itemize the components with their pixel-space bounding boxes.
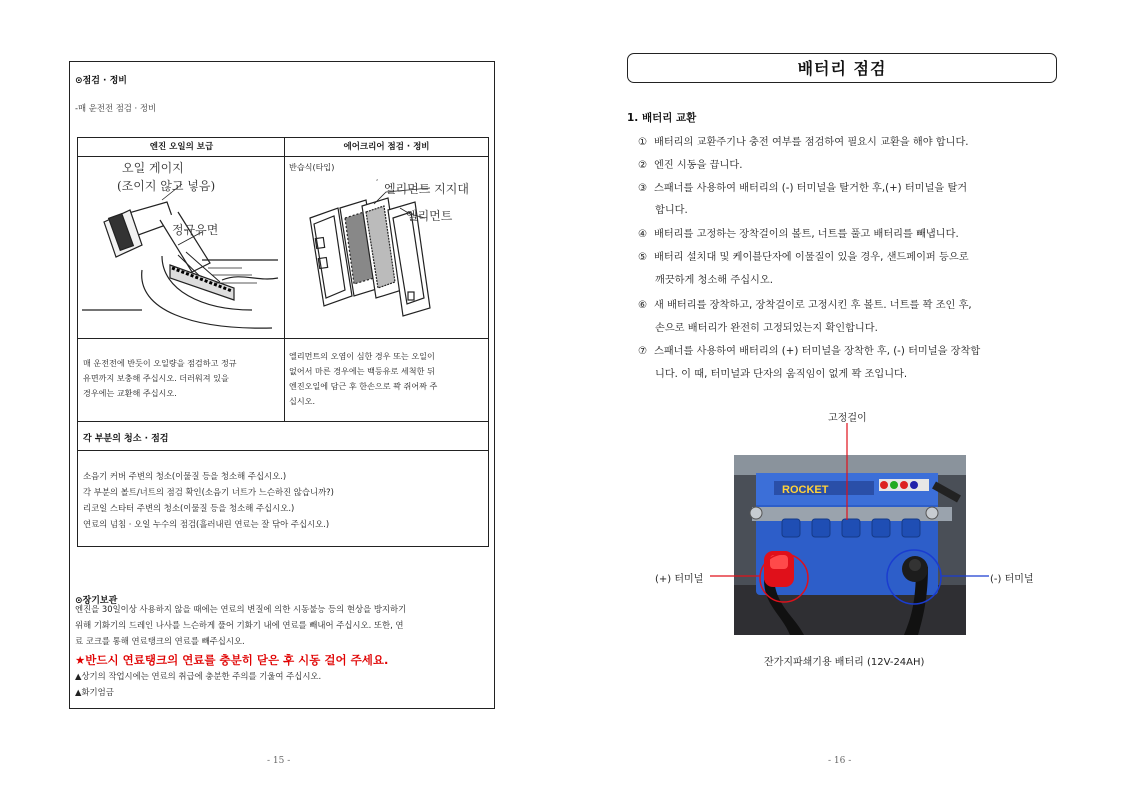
step-6: ⑥ 새 배터리를 장착하고, 장착걸이로 고정시킨 후 볼트. 너트를 꽉 조인 후, [638,300,972,311]
step-1: ① 배터리의 교환주기나 충전 여부를 점검하여 필요시 교환을 해야 합니다. [638,137,969,148]
cleaning-box [77,421,489,547]
list-item: 소음기 커버 주변의 청소(이물질 등을 청소해 주십시오.) [83,471,287,481]
step-6-cont: 손으로 배터리가 완전히 고정되었는지 확인합니다. [655,323,878,334]
list-item: 각 부분의 볼트/너트의 점검 확인(소음기 너트가 느슨하진 않습니까?) [83,487,334,497]
table-row-divider [78,338,488,339]
photo-caption: 잔가지파쇄기용 배터리 (12V-24AH) [764,657,925,668]
list-item: 연료의 넘침 · 오일 누수의 점검(흘러내린 연료는 잘 닦아 주십시오.) [83,519,330,529]
oil-label-no-tighten: (조이지 않고 넣음) [117,179,216,193]
list-item: 리코일 스타터 주변의 청소(이물질 등을 청소해 주십시오.) [83,503,295,513]
air-cleaner-note: 엘리먼트의 오염이 심한 경우 또는 오일이 없어서 마른 경우에는 백등유로 세척한 뒤 엔진오일에 담근 후 한손으로 꽉 쥐어짜 주 십시오. [289,351,438,406]
air-cleaner-column-header: 에어크리어 점검 · 정비 [285,138,488,157]
step-5-cont: 깨끗하게 청소해 주십시오. [655,275,773,286]
caution-notes: ▲상기의 작업시에는 연료의 취급에 충분한 주의를 기울여 주십시오. ▲화기엄금 [75,671,322,697]
step-7-cont: 니다. 이 때, 터미널과 단자의 움직임이 없게 꽉 조입니다. [655,369,908,380]
step-3-cont: 합니다. [655,205,688,216]
before-operation-text: -매 운전전 점검 · 정비 [75,103,157,113]
air-cleaner-diagram [290,178,486,336]
oil-note: 매 운전전에 반듯이 오일량을 점검하고 정규 유면까지 보충해 주십시오. 더러워져 있을 경우에는 교환해 주십시오. [83,358,237,398]
cleaning-title: 각 부분의 청소 · 점검 [83,434,169,444]
section-heading: 1. 배터리 교환 [627,112,697,124]
oil-column-header: 엔진 오일의 보급 [78,138,285,157]
oil-label-level: 정규유면 [172,223,219,237]
cleaning-list [83,468,334,532]
step-7: ⑦ 스패너를 사용하여 배터리의 (+) 터미널을 장착한 후, (-) 터미널을 장착합 [638,346,981,357]
maintenance-table [77,137,489,422]
step-3: ③ 스패너를 사용하여 배터리의 (-) 터미널을 탈거한 후,(+) 터미널을 탈거 [638,183,968,194]
minus-terminal-label: (-) 터미널 [990,574,1034,585]
page-number-right: - 16 - [828,756,852,766]
svg-text:,: , [376,178,379,182]
page-title: 배터리 점검 [627,53,1057,83]
fuel-warning: ★반드시 연료탱크의 연료를 충분히 닫은 후 시동 걸어 주세요. [75,653,389,667]
section-inspection-title: ⊙점검 · 정비 [75,76,128,86]
plus-terminal-label: (+) 터미널 [655,574,704,585]
plus-terminal-circle [760,554,808,602]
step-2: ② 엔진 시동을 끕니다. [638,160,743,171]
storage-text: 엔진을 30일이상 사용하지 않을 때에는 연료의 변질에 의한 시동불능 등의 현상을 방지하기 위해 기화기의 드레인 나사를 느슨하게 풀어 기화기 내에 연료를 빼내어 주십시오. 또한, 연 료 코크를 통해 연료탱크의 연료를 빼주십시오. [75,604,407,646]
battery-brand: ROCKET [782,484,829,496]
oil-gauge-diagram [82,160,280,335]
table-divider [284,138,285,421]
step-4: ④ 배터리를 고정하는 장착걸이의 볼트, 너트를 풀고 배터리를 빼냅니다. [638,229,959,240]
step-5: ⑤ 배터리 설치대 및 케이블단자에 이물질이 있을 경우, 샌드페이퍼 등으로 [638,252,969,263]
air-cleaner-type: 반습식(타입) [289,162,335,172]
callout-overlay [700,420,1000,640]
page-number-left: - 15 - [267,756,291,766]
minus-terminal-circle [887,550,941,604]
fixture-label: 고정걸이 [828,413,867,424]
oil-label-gauge: 오일 게이지 [122,161,184,175]
storage-title: ⊙장기보관 [75,596,118,606]
air-label-element: 엘리먼트 [406,209,453,223]
air-label-support: 엘리먼트 지지대 [384,182,469,196]
